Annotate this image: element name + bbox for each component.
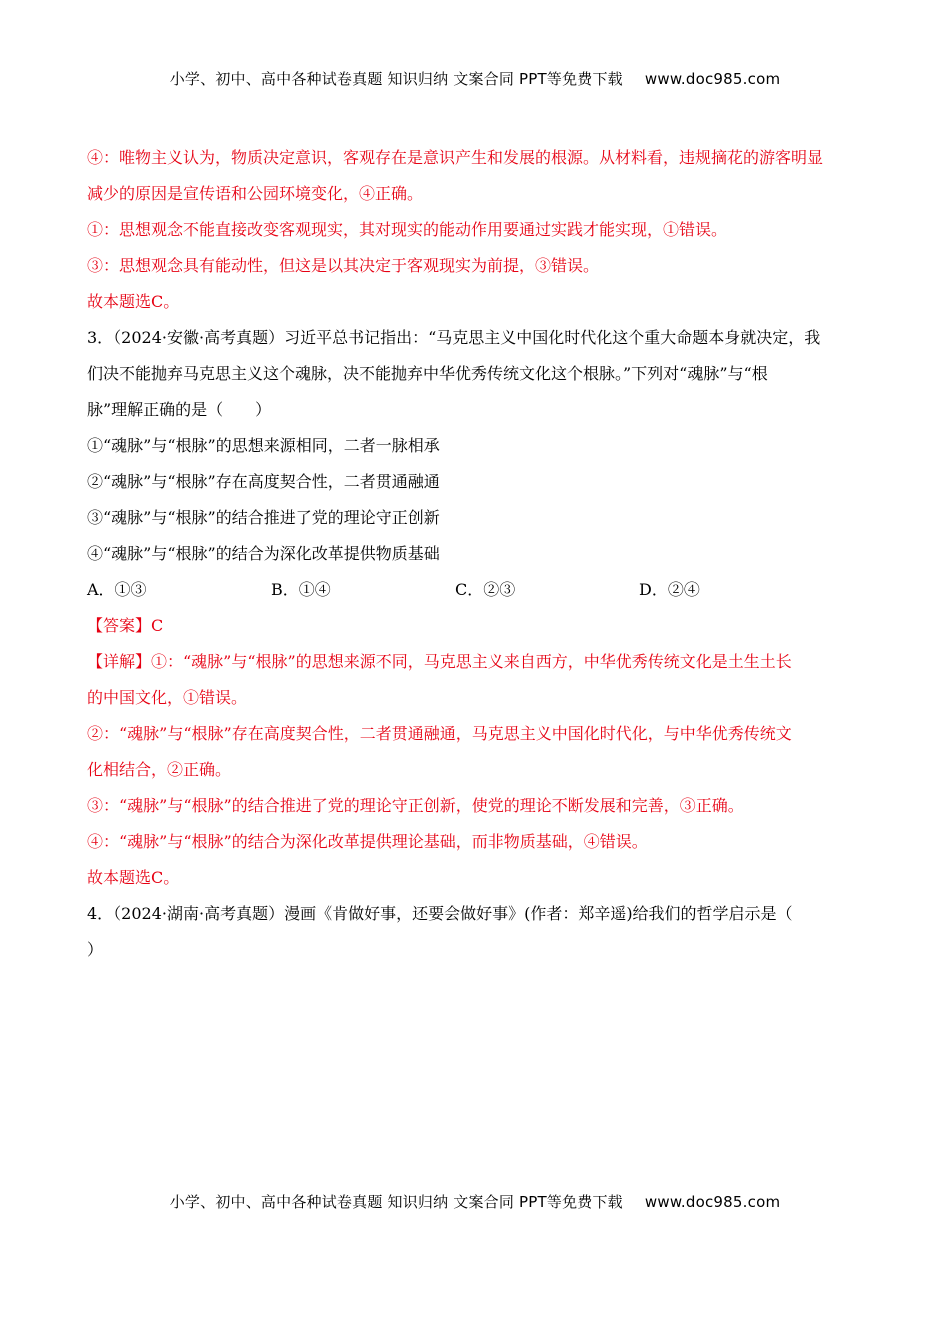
footer-url[interactable]: www.doc985.com	[644, 1193, 781, 1211]
q4-stem-line-2: ）	[87, 940, 104, 959]
question-4	[87, 896, 862, 968]
q3-stem-line-3: 脉”理解正确的是（ ）	[87, 400, 272, 419]
q2-explanation-line-2: 减少的原因是宣传语和公园环境变化，④正确。	[87, 184, 424, 203]
q2-conclusion: 故本题选C。	[87, 292, 180, 311]
q3-stem-line-1: 3．（2024·安徽·高考真题）习近平总书记指出：“马克思主义中国化时代化这个重大命题本身就决定，我	[87, 328, 821, 347]
header-text: 小学、初中、高中各种试卷真题 知识归纳 文案合同 PPT等免费下载	[169, 70, 623, 88]
q3-stem-line-2: 们决不能抛弃马克思主义这个魂脉，决不能抛弃中华优秀传统文化这个根脉。”下列对“魂脉”与“根	[87, 364, 768, 383]
q2-explanation-line-1: ④：唯物主义认为，物质决定意识，客观存在是意识产生和发展的根源。从材料看，违规摘花的游客明显	[87, 148, 824, 167]
q3-statement-2: ②“魂脉”与“根脉”存在高度契合性，二者贯通融通	[87, 472, 440, 491]
q3-detail-line-1: 【详解】①：“魂脉”与“根脉”的思想来源不同，马克思主义来自西方，中华优秀传统文化是土生土长	[87, 652, 792, 671]
page-header	[0, 68, 950, 89]
q3-detail-line-4: 化相结合，②正确。	[87, 760, 232, 779]
q3-options	[87, 572, 862, 608]
q2-explanation	[87, 140, 862, 320]
q3-detail-line-6: ④：“魂脉”与“根脉”的结合为深化改革提供理论基础，而非物质基础，④错误。	[87, 832, 648, 851]
page-footer	[0, 1191, 950, 1212]
q3-option-a[interactable]: A．①③	[87, 580, 147, 599]
q3-statement-3: ③“魂脉”与“根脉”的结合推进了党的理论守正创新	[87, 508, 440, 527]
footer-text: 小学、初中、高中各种试卷真题 知识归纳 文案合同 PPT等免费下载	[169, 1193, 623, 1211]
question-3	[87, 320, 862, 896]
document-body	[87, 140, 862, 968]
q3-option-b[interactable]: B．①④	[271, 580, 331, 599]
q3-detail-line-5: ③：“魂脉”与“根脉”的结合推进了党的理论守正创新，使党的理论不断发展和完善，③正确。	[87, 796, 744, 815]
q3-option-c[interactable]: C．②③	[455, 580, 516, 599]
q3-detail-line-2: 的中国文化，①错误。	[87, 688, 248, 707]
q3-answer: 【答案】C	[87, 616, 164, 635]
q2-explanation-line-4: ③：思想观念具有能动性，但这是以其决定于客观现实为前提，③错误。	[87, 256, 600, 275]
q3-detail-line-3: ②：“魂脉”与“根脉”存在高度契合性，二者贯通融通，马克思主义中国化时代化，与中华优秀传统文	[87, 724, 792, 743]
q4-stem-line-1: 4．（2024·湖南·高考真题）漫画《肯做好事，还要会做好事》(作者：郑辛遥)给我们的哲学启示是（	[87, 904, 793, 923]
q3-option-d[interactable]: D．②④	[639, 580, 700, 599]
q3-statement-4: ④“魂脉”与“根脉”的结合为深化改革提供物质基础	[87, 544, 440, 563]
q3-statement-1: ①“魂脉”与“根脉”的思想来源相同，二者一脉相承	[87, 436, 440, 455]
q2-explanation-line-3: ①：思想观念不能直接改变客观现实，其对现实的能动作用要通过实践才能实现，①错误。	[87, 220, 728, 239]
q3-conclusion: 故本题选C。	[87, 868, 180, 887]
header-url[interactable]: www.doc985.com	[644, 70, 781, 88]
